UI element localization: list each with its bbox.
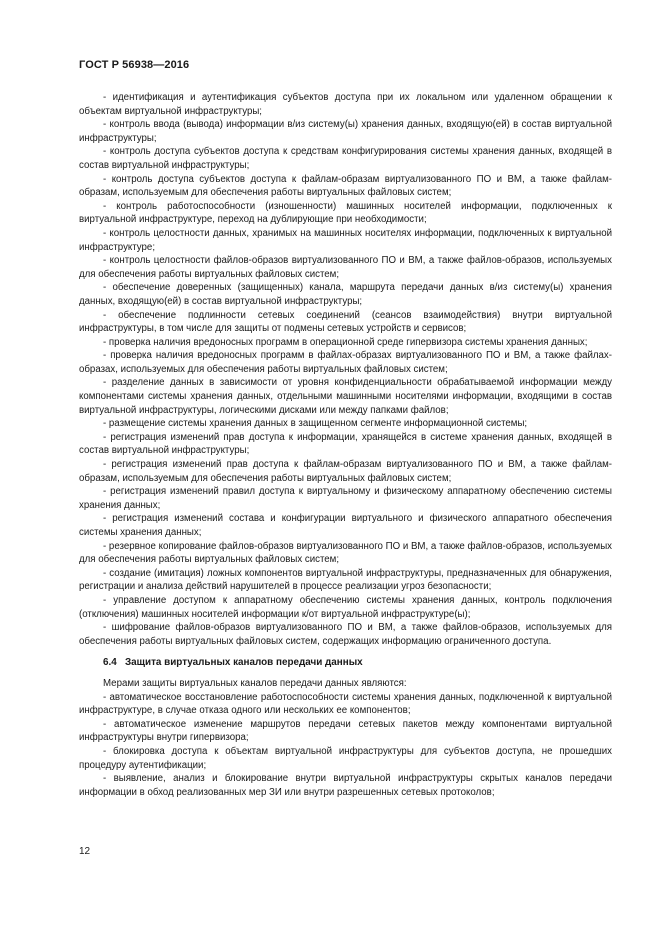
section-intro: Мерами защиты виртуальных каналов передачи данных являются: [103,677,407,689]
list-item: - обеспечение доверенных (защищенных) канала, маршрута передачи данных в/из систему(ы) хранения данных, входящую(ей) в состав виртуальной инфраструктуры; [79,282,612,307]
list-item: - резервное копирование файлов-образов виртуализованного ПО и ВМ, а также файлов-образов, используемых для обеспечения работы виртуальных файловых систем; [79,540,612,566]
measures-list-top [79,91,612,648]
section-heading [79,656,612,670]
list-item: - регистрация изменений правил доступа к виртуальному и физическому аппаратному обеспечению системы хранения данных; [79,486,612,511]
list-item: - проверка наличия вредоносных программ в операционной среде гипервизора системы хранения данных; [103,336,588,348]
list-item: - регистрация изменений прав доступа к файлам-образам виртуализованного ПО и ВМ, а также файлам-образам, используемым для обеспечения работы виртуальных файловых систем; [79,459,612,484]
section-title: Защита виртуальных каналов передачи данных [125,657,363,669]
list-item: - контроль ввода (вывода) информации в/из систему(ы) хранения данных, входящую(ей) в состав виртуальной инфраструктуры; [79,119,612,144]
list-item: - управление доступом к аппаратному обеспечению системы хранения данных, контроль подключения (отключения) машинных носителей информации к/от виртуальной инфраструктуре(ы); [79,594,612,620]
list-item: - размещение системы хранения данных в защищенном сегменте информационной системы; [103,418,528,430]
list-item: - автоматическое восстановление работоспособности системы хранения данных, подключенной к виртуальной инфраструктуре, в случае отказа одного или нескольких ее компонентов; [79,691,612,717]
list-item: - контроль целостности файлов-образов виртуализованного ПО и ВМ, а также файлов-образов, используемых для обеспечения работы виртуальных файловых систем; [79,255,612,280]
measures-list-section [79,691,612,800]
list-item: - создание (имитация) ложных компонентов виртуальной инфраструктуры, предназначенных для обнаружения, регистрации и анализа действий нарушителей в процессе реализации угроз безопасности; [79,567,612,593]
list-item: - разделение данных в зависимости от уровня конфиденциальности обрабатываемой информации между компонентами системы хранения данных, отдельными машинными носителями информации, входящими в состав виртуальной инфраструктуры, логическими дисками или между папками файлов; [79,377,612,416]
list-item: - выявление, анализ и блокирование внутри виртуальной инфраструктуры скрытых каналов передачи информации в обход реализованных мер ЗИ или внутри разрешенных сетевых протоколов; [79,773,612,798]
list-item: - автоматическое изменение маршрутов передачи сетевых пакетов между компонентами виртуальной инфраструктуры внутри гипервизора; [79,718,612,744]
list-item: - контроль доступа субъектов доступа к средствам конфигурирования системы хранения данных, входящей в состав виртуальной инфраструктуры; [79,146,612,171]
page-number: 12 [79,846,91,857]
document-body [79,91,612,799]
list-item: - проверка наличия вредоносных программ в файлах-образах виртуализованного ПО и ВМ, а также файлах-образах, используемых для обеспечения работы виртуальных файловых систем; [79,350,612,375]
list-item: - контроль доступа субъектов доступа к файлам-образам виртуализованного ПО и ВМ, а также файлам-образам, используемым для обеспечения работы виртуальных файловых систем; [79,173,612,199]
list-item: - контроль целостности данных, хранимых на машинных носителях информации, подключенных к виртуальной инфраструктуре; [79,227,612,253]
list-item: - шифрование файлов-образов виртуализованного ПО и ВМ, а также файлов-образов, используемых для обеспечения работы виртуальных файловых систем, содержащих информацию ограниченного доступа. [79,622,612,647]
list-item: - контроль работоспособности (изношенности) машинных носителей информации, подключенных к виртуальной инфраструктуре, переход на дублирующие при необходимости; [79,200,612,226]
list-item: - обеспечение подлинности сетевых соединений (сеансов взаимодействия) внутри виртуальной инфраструктуры, в том числе для защиты от подмены сетевых устройств и сервисов; [79,309,612,335]
list-item: - регистрация изменений прав доступа к информации, хранящейся в системе хранения данных, входящей в состав виртуальной инфраструктуры; [79,431,612,457]
list-item: - блокировка доступа к объектам виртуальной инфраструктуры для субъектов доступа, не прошедших процедуру аутентификации; [79,745,612,771]
section-number: 6.4 [103,657,117,669]
document-header: ГОСТ Р 56938—2016 [79,59,190,71]
list-item: - идентификация и аутентификация субъектов доступа при их локальном или удаленном обращении к объектам виртуальной инфраструктуры; [79,92,612,117]
list-item: - регистрация изменений состава и конфигурации виртуального и физического аппаратного обеспечения системы хранения данных; [79,513,612,538]
